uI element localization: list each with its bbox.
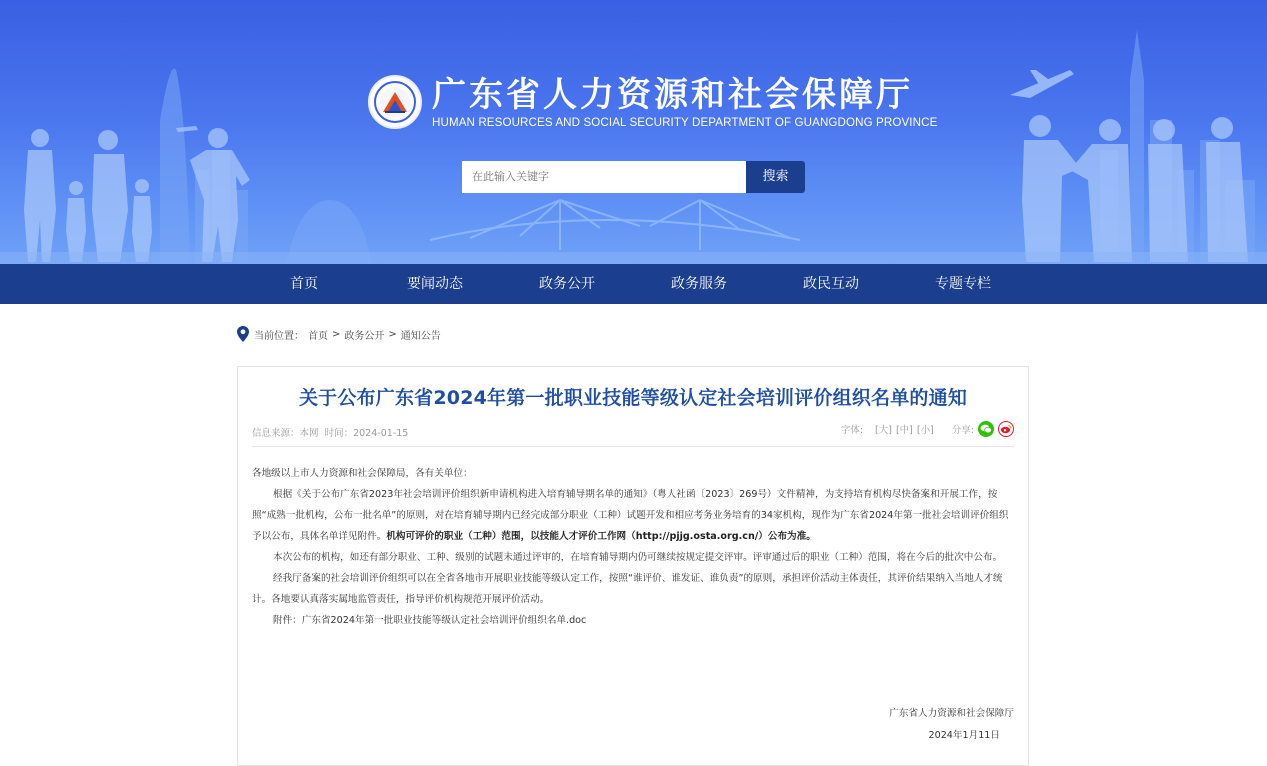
paragraph-1 [252, 484, 1016, 547]
article-meta [252, 425, 408, 439]
paragraph-2: 本次公布的机构，如还有部分职业、工种、级别的试题未通过评审的，在培育辅导期内仍可继续按规定提交评审。评审通过后的职业（工种）范围，将在今后的批次中公布。 [273, 552, 1003, 563]
breadcrumb-separator: > [332, 328, 341, 340]
share-label: 分享: [951, 425, 974, 436]
nav-item-home[interactable]: 首页 [290, 276, 318, 292]
breadcrumb-home[interactable]: 首页 [308, 330, 328, 342]
nav-item-topics[interactable]: 专题专栏 [935, 276, 991, 292]
breadcrumb-separator: > [388, 328, 397, 340]
article-body [252, 463, 1016, 631]
font-size-small[interactable]: [小] [916, 425, 934, 436]
publish-time: 2024-01-15 [353, 428, 409, 439]
font-size-large[interactable]: [大] [875, 425, 892, 436]
breadcrumb-open-government[interactable]: 政务公开 [344, 330, 385, 342]
font-size-medium[interactable]: [中] [895, 425, 913, 436]
wechat-share-icon[interactable] [978, 421, 994, 437]
org-name-en: HUMAN RESOURCES AND SOCIAL SECURITY DEPARTMENT OF GUANGDONG PROVINCE [432, 115, 938, 129]
font-size-label: 字体: [840, 425, 864, 436]
search-button[interactable]: 搜索 [746, 161, 805, 193]
paragraph-1-emphasis: 机构可评价的职业（工种）范围，以技能人才评价工作网（http://pjjg.osta.org.cn/）公布为准。 [386, 531, 816, 542]
paragraph-1-text: 根据《关于公布广东省2023年社会培训评价组织新申请机构进入培育辅导期名单的通知》（粤人社函〔2023〕269号）文件精神，为支持培育机构尽快备案和开展工作，按照“成熟一批机构，公布一批名单”的原则，对在培育辅导期内已经完成部分职业（工种）试题开发和相应考务业务培育的34家机构，现作为广东省2024年第一批社会培训评价组织予以公布，具体名单详见附件。 [252, 489, 1009, 542]
meta-divider [252, 446, 1014, 447]
nav-item-open-government[interactable]: 政务公开 [539, 276, 595, 292]
article-title: 关于公布广东省2024年第一批职业技能等级认定社会培训评价组织名单的通知 [298, 387, 968, 409]
nav-item-interaction[interactable]: 政民互动 [803, 276, 859, 292]
source-label: 信息来源： [252, 428, 300, 439]
signature-date: 2024年1月11日 [928, 730, 1000, 741]
signature-org: 广东省人力资源和社会保障厅 [889, 708, 1014, 719]
site-logo[interactable] [368, 74, 937, 130]
article-panel [237, 366, 1029, 766]
attachment-label: 附件： [273, 615, 302, 626]
nav-item-services[interactable]: 政务服务 [671, 276, 727, 292]
breadcrumb [236, 324, 445, 344]
location-pin-icon [236, 325, 250, 343]
paragraph-3: 经我厅备案的社会培训评价组织可以在全省各地市开展职业技能等级认定工作，按照“谁评价、谁发证、谁负责”的原则，承担评价活动主体责任，其评价结果纳入当地人才统计。各地要认真落实属地监管责任，指导评价机构规范开展评价活动。 [252, 573, 1003, 605]
attachment-link[interactable]: 广东省2024年第一批职业技能等级认定社会培训评价组织名单.doc [301, 615, 587, 626]
attachment [252, 610, 1016, 631]
org-name-cn: 广东省人力资源和社会保障厅 [432, 74, 913, 115]
search-input[interactable]: 在此输入关键字 [462, 161, 747, 193]
weibo-share-icon[interactable] [998, 421, 1014, 437]
time-label: 时间： [324, 428, 354, 439]
banner-illustration [0, 0, 1267, 264]
breadcrumb-notices[interactable]: 通知公告 [400, 330, 441, 342]
main-nav [0, 264, 1267, 304]
breadcrumb-prefix: 当前位置： [254, 330, 304, 342]
greeting: 各地级以上市人力资源和社会保障局，各有关单位： [252, 468, 473, 479]
article-tools [841, 421, 1014, 437]
header-banner [0, 0, 1267, 264]
nav-item-news[interactable]: 要闻动态 [407, 276, 463, 292]
emblem-icon [368, 75, 422, 129]
source-value: 本网 [299, 428, 319, 439]
